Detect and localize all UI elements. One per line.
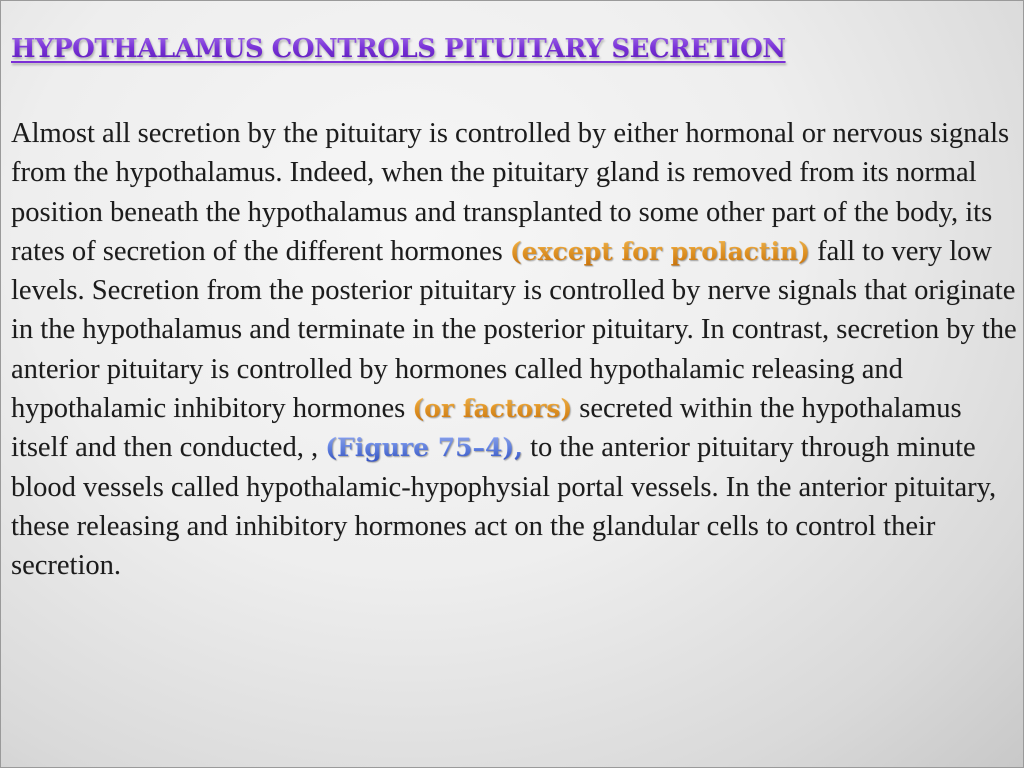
body-paragraph xyxy=(11,114,1017,586)
highlight-except-for-prolactin: (except for prolactin) xyxy=(509,236,810,266)
slide-title: HYPOTHALAMUS CONTROLS PITUITARY SECRETION xyxy=(11,34,786,64)
body-text-segment: Almost all secretion by the pituitary is controlled by either hormonal or nervous signals from the hypothalamus. Indeed, when the pituitary gland is removed from its normal position beneath the hypothalamus and transplanted to some other part of the body, its rates of secretion of the different hormones xyxy=(11,118,1010,267)
body-text-segment: to the anterior pituitary through minute blood vessels called hypothalamic-hypophysial portal vessels. In the anterior pituitary, these releasing and inhibitory hormones act on the glandular cells to control their secretion. xyxy=(11,432,997,582)
body-text-segment: fall to very low levels. Secretion from the posterior pituitary is controlled by nerve signals that originate in the hypothalamus and terminate in the posterior pituitary. In contrast, secretion by the anterior pituitary is controlled by hormones called hypothalamic releasing and hypothalamic inhibitory hormones xyxy=(11,235,1017,425)
figure-reference: (Figure 75–4), xyxy=(325,433,523,463)
highlight-or-factors: (or factors) xyxy=(412,394,573,424)
body-text-segment: secreted within the hypothalamus itself and then conducted, , xyxy=(11,393,962,464)
